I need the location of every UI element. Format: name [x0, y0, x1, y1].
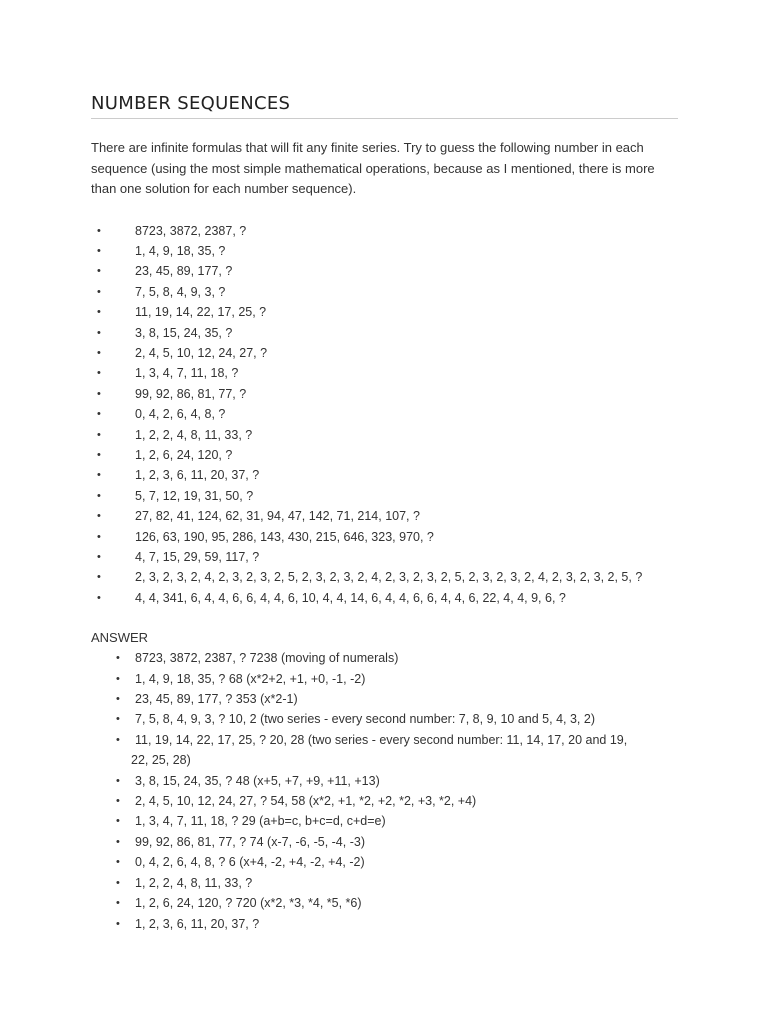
bullet-icon: • [116, 693, 120, 706]
sequence-item [91, 343, 678, 363]
answer-text: 23, 45, 89, 177, ? 353 (x*2-1) [135, 692, 298, 707]
answer-item [91, 832, 678, 852]
answer-text: 1, 2, 6, 24, 120, ? 720 (x*2, *3, *4, *5, *6) [135, 896, 362, 911]
sequence-item [91, 282, 678, 302]
bullet-icon: • [97, 244, 101, 257]
answer-item [91, 811, 678, 831]
sequence-text: 27, 82, 41, 124, 62, 31, 94, 47, 142, 71, 214, 107, ? [135, 509, 420, 524]
bullet-icon: • [97, 551, 101, 563]
bullet-icon: • [116, 795, 120, 808]
answer-item [91, 689, 678, 709]
bullet-icon: • [97, 469, 101, 482]
bullet-icon: • [97, 530, 101, 543]
bullet-icon: • [97, 489, 101, 502]
answer-item [91, 669, 678, 689]
sequence-item [91, 241, 678, 261]
answer-list [91, 648, 678, 934]
sequence-item [91, 445, 678, 465]
sequence-item [91, 384, 678, 404]
answer-item [91, 771, 678, 791]
bullet-icon: • [116, 713, 120, 726]
sequence-item [91, 302, 678, 322]
answer-heading: ANSWER [91, 630, 149, 646]
sequence-item [91, 567, 678, 587]
answer-item [91, 709, 678, 729]
bullet-icon: • [116, 774, 120, 787]
bullet-icon: • [97, 285, 101, 298]
sequence-text: 1, 4, 9, 18, 35, ? [135, 243, 226, 258]
sequence-text: 1, 2, 6, 24, 120, ? [135, 447, 233, 462]
bullet-icon: • [116, 672, 120, 685]
sequence-item [91, 486, 678, 506]
sequence-item [91, 323, 678, 343]
sequence-text: 0, 4, 2, 6, 4, 8, ? [135, 407, 226, 422]
title-divider [91, 118, 678, 119]
bullet-icon: • [97, 510, 101, 523]
bullet-icon: • [116, 835, 120, 848]
answer-item [91, 893, 678, 913]
bullet-icon: • [97, 224, 101, 237]
sequence-item [91, 506, 678, 526]
answer-text: 2, 4, 5, 10, 12, 24, 27, ? 54, 58 (x*2, +1, *2, +2, *2, +3, *2, +4) [135, 794, 477, 809]
sequence-text: 4, 7, 15, 29, 59, 117, ? [135, 550, 260, 564]
sequence-text: 1, 3, 4, 7, 11, 18, ? [135, 366, 239, 381]
answer-text-continuation: 22, 25, 28) [131, 753, 191, 768]
sequence-item [91, 588, 678, 608]
answer-text: 8723, 3872, 2387, ? 7238 (moving of numerals) [135, 651, 399, 666]
page-title: NUMBER SEQUENCES [91, 93, 291, 114]
sequence-text: 23, 45, 89, 177, ? [135, 264, 233, 279]
answer-text: 99, 92, 86, 81, 77, ? 74 (x-7, -6, -5, -4, -3) [135, 834, 365, 849]
sequence-text: 8723, 3872, 2387, ? [135, 223, 247, 238]
sequence-item [91, 527, 678, 547]
bullet-icon: • [116, 856, 120, 869]
bullet-icon: • [116, 733, 120, 746]
answer-item [91, 873, 678, 893]
sequence-text: 3, 8, 15, 24, 35, ? [135, 325, 233, 340]
sequence-list [91, 221, 678, 609]
sequence-item [91, 425, 678, 445]
sequence-text: 2, 3, 2, 3, 2, 4, 2, 3, 2, 3, 2, 5, 2, 3, 2, 3, 2, 4, 2, 3, 2, 3, 2, 5, 2, 3, 2, 3, 2, 4, 2, 3, 2, 3, 2, 5, ? [135, 570, 643, 585]
bullet-icon: • [97, 346, 101, 359]
bullet-icon: • [97, 306, 101, 319]
sequence-text: 1, 2, 3, 6, 11, 20, 37, ? [135, 468, 260, 483]
bullet-icon: • [116, 897, 120, 910]
answer-item [91, 791, 678, 811]
answer-text: 7, 5, 8, 4, 9, 3, ? 10, 2 (two series - every second number: 7, 8, 9, 10 and 5, 4, 3, 2) [135, 712, 595, 727]
sequence-text: 11, 19, 14, 22, 17, 25, ? [135, 305, 267, 320]
sequence-text: 2, 4, 5, 10, 12, 24, 27, ? [135, 345, 268, 360]
bullet-icon: • [97, 408, 101, 421]
bullet-icon: • [97, 367, 101, 380]
sequence-text: 4, 4, 341, 6, 4, 4, 6, 6, 4, 4, 6, 10, 4, 4, 14, 6, 4, 4, 6, 6, 4, 4, 6, 22, 4, 4, 9, 6, ? [135, 590, 566, 605]
bullet-icon: • [97, 448, 101, 461]
answer-text: 1, 2, 3, 6, 11, 20, 37, ? [135, 916, 260, 931]
answer-text: 0, 4, 2, 6, 4, 8, ? 6 (x+4, -2, +4, -2, +4, -2) [135, 855, 365, 870]
bullet-icon: • [97, 591, 101, 604]
sequence-text: 7, 5, 8, 4, 9, 3, ? [135, 284, 226, 299]
answer-text: 1, 4, 9, 18, 35, ? 68 (x*2+2, +1, +0, -1, -2) [135, 671, 366, 686]
answer-item [91, 648, 678, 668]
sequence-text: 99, 92, 86, 81, 77, ? [135, 386, 247, 401]
bullet-icon: • [97, 265, 101, 278]
sequence-item [91, 363, 678, 383]
bullet-icon: • [97, 571, 101, 584]
answer-item [91, 914, 678, 934]
sequence-text: 1, 2, 2, 4, 8, 11, 33, ? [135, 427, 253, 442]
document-page [91, 92, 678, 934]
answer-text: 1, 2, 2, 4, 8, 11, 33, ? [135, 875, 253, 890]
sequence-item [91, 465, 678, 485]
bullet-icon: • [116, 917, 120, 930]
answer-text: 11, 19, 14, 22, 17, 25, ? 20, 28 (two series - every second number: 11, 14, 17, 20 and 19, [135, 732, 628, 747]
answer-text: 3, 8, 15, 24, 35, ? 48 (x+5, +7, +9, +11, +13) [135, 773, 380, 788]
bullet-icon: • [116, 652, 120, 665]
sequence-item [91, 221, 678, 241]
bullet-icon: • [97, 428, 101, 441]
sequence-item [91, 547, 678, 567]
sequence-item [91, 404, 678, 424]
bullet-icon: • [97, 326, 101, 339]
sequence-item [91, 261, 678, 281]
intro-paragraph: There are infinite formulas that will fit any finite series. Try to guess the following number in each sequence (using the most simple mathematical operations, because as I mentioned, there is more than one solution for each number sequence). [91, 140, 655, 196]
sequence-text: 5, 7, 12, 19, 31, 50, ? [135, 488, 254, 503]
bullet-icon: • [116, 815, 120, 828]
bullet-icon: • [116, 876, 120, 889]
answer-item [91, 730, 678, 771]
sequence-text: 126, 63, 190, 95, 286, 143, 430, 215, 646, 323, 970, ? [135, 529, 434, 544]
answer-item [91, 852, 678, 872]
answer-text: 1, 3, 4, 7, 11, 18, ? 29 (a+b=c, b+c=d, c+d=e) [135, 814, 386, 829]
bullet-icon: • [97, 387, 101, 400]
